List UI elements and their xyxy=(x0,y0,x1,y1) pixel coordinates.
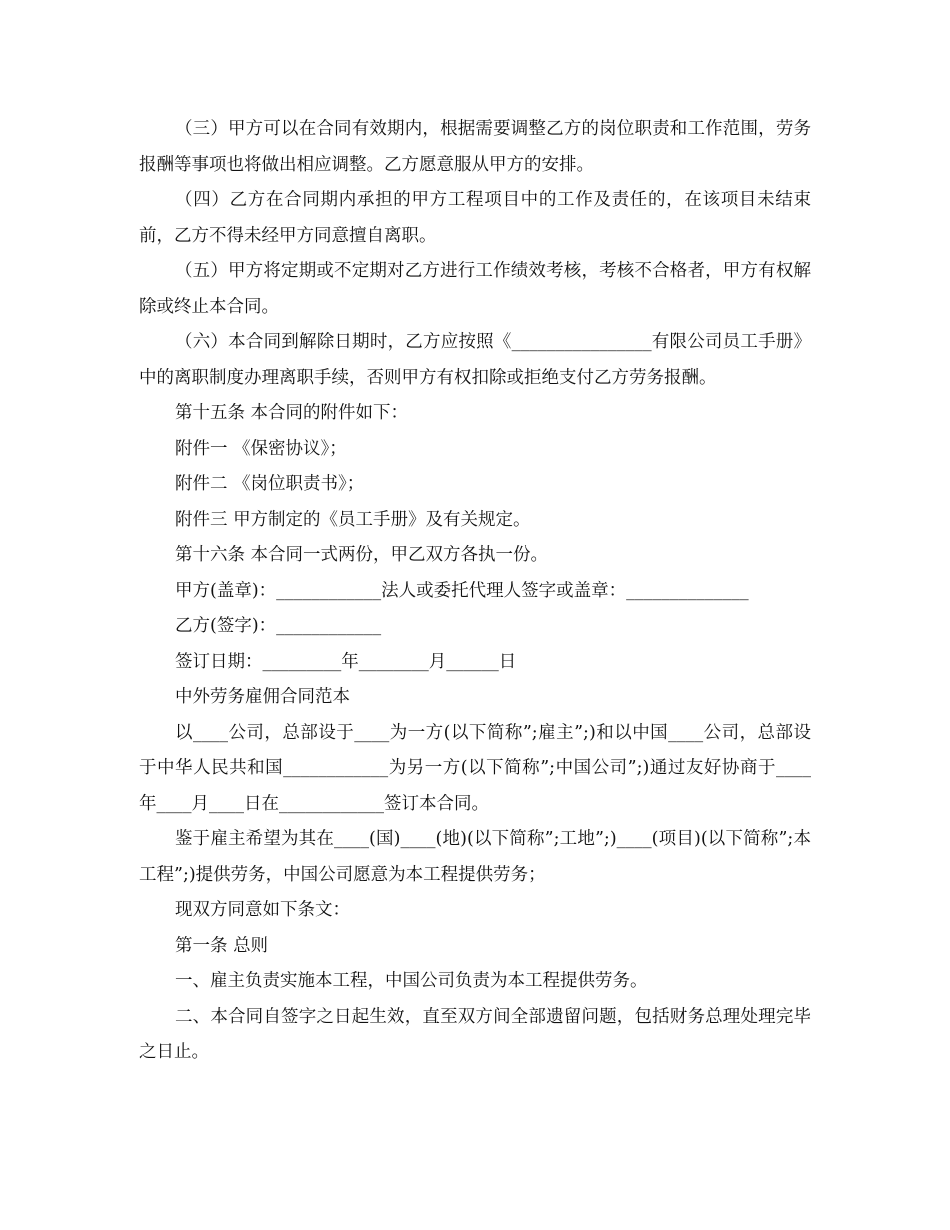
party-b-signature-line: 乙方(签字)：____________ xyxy=(175,616,382,636)
agreement-intro: 现双方同意如下条文： xyxy=(175,900,350,920)
parties-intro-paragraph: 以____公司，总部设于____为一方(以下简称”;雇主”;)和以中国____公司，总部设于中华人民共和国____________为另一方(以下简称”;中国公司”;)通过友好协商于____年____月____日在____________签订本合同。 xyxy=(139,722,811,814)
template-title: 中外劳务雇佣合同范本 xyxy=(175,687,350,707)
general-item-2: 二、本合同自签字之日起生效，直至双方间全部遗留问题，包括财务总理处理完毕之日止。 xyxy=(139,1006,811,1062)
clause-4-paragraph: （四）乙方在合同期内承担的甲方工程项目中的工作及责任的，在该项目未结束前，乙方不得未经甲方同意擅自离职。 xyxy=(139,190,811,246)
general-item-1: 一、雇主负责实施本工程，中国公司负责为本工程提供劳务。 xyxy=(175,971,648,991)
article-16: 第十六条 本合同一式两份，甲乙双方各执一份。 xyxy=(175,545,549,565)
clause-5-paragraph: （五）甲方将定期或不定期对乙方进行工作绩效考核，考核不合格者，甲方有权解除或终止本合同。 xyxy=(139,261,811,317)
attachment-1: 附件一 《保密协议》； xyxy=(175,438,347,459)
article-1-heading: 第一条 总则 xyxy=(175,935,269,956)
signing-date-line: 签订日期：_________年________月______日 xyxy=(175,651,517,672)
attachment-2: 附件二 《岗位职责书》； xyxy=(175,474,365,494)
document-body xyxy=(139,112,811,1071)
clause-6-paragraph: （六）本合同到解除日期时，乙方应按照《________________有限公司员工手册》中的离职制度办理离职手续，否则甲方有权扣除或拒绝支付乙方劳务报酬。 xyxy=(139,332,811,388)
clause-3-paragraph: （三）甲方可以在合同有效期内，根据需要调整乙方的岗位职责和工作范围，劳务报酬等事项也将做出相应调整。乙方愿意服从甲方的安排。 xyxy=(139,119,811,175)
whereas-paragraph: 鉴于雇主希望为其在____(国)____(地)(以下简称”;工地”;)____(项目)(以下简称”;本工程”;)提供劳务，中国公司愿意为本工程提供劳务； xyxy=(139,829,811,885)
attachment-3: 附件三 甲方制定的《员工手册》及有关规定。 xyxy=(175,509,531,530)
party-a-signature-line: 甲方(盖章)：____________法人或委托代理人签字或盖章：______________ xyxy=(175,580,749,601)
article-15-heading: 第十五条 本合同的附件如下： xyxy=(175,403,409,423)
